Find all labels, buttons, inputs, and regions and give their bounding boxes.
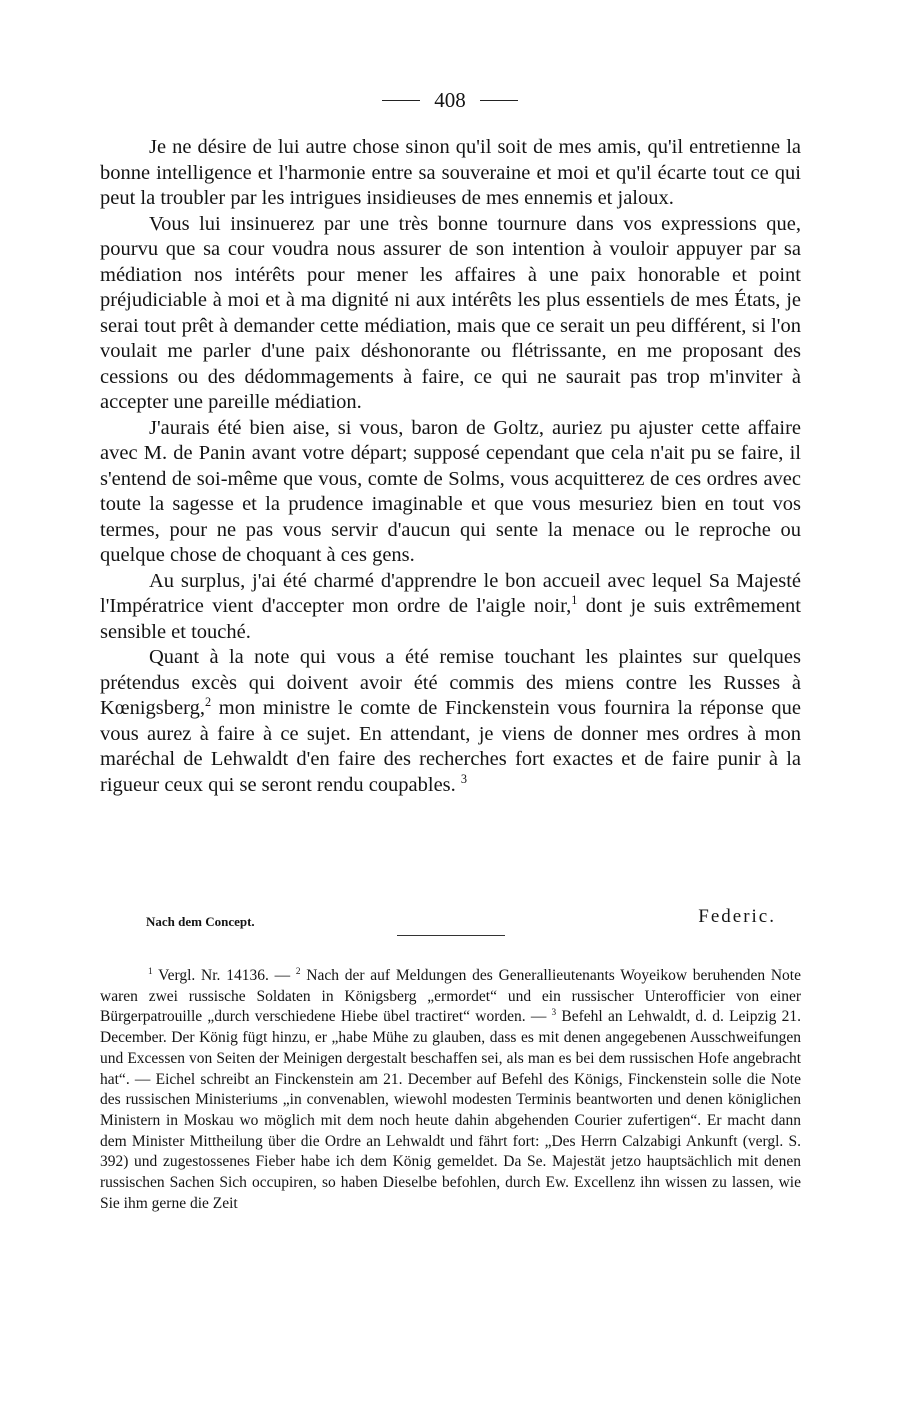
footnote-marker: 3 — [460, 771, 468, 786]
page-header — [0, 88, 900, 113]
body-text — [100, 135, 801, 798]
paragraph: Vous lui insinuerez par une très bonne tournure dans vos expressions que, pourvu que sa cour voudra nous assurer de son intention à vouloir appuyer par sa médiation nos intérêts pour mener les affaires à une paix honorable et point préjudiciable à moi et à ma dignité ni aux intérêts les plus essentiels de mes États, je serai tout prêt à demander cette médiation, mais que ce serait un peu différent, si l'on voulait me parler d'une paix déshonorante ou flétrissante, en me proposant des cessions ou des dédommagements à faire, ce qui ne saurait pas trop m'inviter à accepter une pareille médiation. — [100, 212, 801, 413]
footnote-marker: 2 — [204, 695, 212, 710]
footnote-marker: 1 — [148, 966, 153, 977]
footnote-2: Nach der auf Meldungen des Generallieutenants Woyeikow beruhenden Note waren zwei russische Soldaten in Königsberg „ermordet“ und ein russischer Unterofficier von einer Bürgerpatrouille „durch verschiedene Hiebe übel tractiret“ worden. — — [100, 967, 801, 1026]
page-number: 408 — [434, 88, 466, 112]
footnote-1: Vergl. Nr. 14136. — — [152, 967, 296, 984]
signature: Federic. — [698, 906, 776, 927]
footnotes — [100, 966, 801, 1214]
paragraph-text: Quant à la note qui vous a été remise touchant les plaintes sur quelques prétendus excès qui doivent avoir été commis des miens contre les Russes à Kœnigsberg, — [100, 646, 801, 719]
paragraph: J'aurais été bien aise, si vous, baron de Goltz, auriez pu ajuster cette affaire avec M. de Panin avant votre départ; supposé cependant que cela n'ait pu se faire, il s'entend de soi-même que vous, comte de Solms, vous acquitterez de ces ordres avec toute la sagesse et la prudence imaginable et que vous mesuriez bien en tout vos termes, pour ne pas vous servir d'aucun qui sente la menace ou le reproche ou quelque chose de choquant à ces gens. — [100, 416, 801, 566]
footnote-marker: 3 — [551, 1008, 557, 1019]
paragraph — [100, 645, 801, 798]
footnote-text — [100, 966, 801, 1214]
header-dash-left — [382, 100, 420, 101]
footnote-marker: 1 — [571, 593, 578, 608]
footnote-separator — [397, 935, 505, 936]
paragraph-text: dont je suis extrêmement sensible et touché. — [100, 595, 801, 643]
source-note: Nach dem Concept. — [146, 914, 255, 929]
paragraph-text: mon ministre le comte de Finckenstein vous fournira la réponse que vous aurez à faire à ce sujet. En attendant, je viens de donner mes ordres à mon maréchal de Lehwaldt d'en faire des recherches fort exactes et de faire punir à la rigueur ceux qui se seront rendu coupables. — [100, 697, 801, 796]
header-dash-right — [480, 100, 518, 101]
footnote-marker: 2 — [295, 966, 301, 977]
paragraph: Je ne désire de lui autre chose sinon qu'il soit de mes amis, qu'il entretienne la bonne intelligence et l'harmonie entre sa souveraine et moi et qu'il écarte tout ce qui peut la troubler par les intrigues insidieuses de mes ennemis et jaloux. — [100, 136, 801, 209]
paragraph — [100, 569, 801, 646]
signature-row — [146, 906, 786, 936]
footnote-3: Befehl an Lehwaldt, d. d. Leipzig 21. December. Der König fügt hinzu, er „habe Mühe zu glauben, dass es mit denen angegebenen Ausschweifungen und Excessen von Seiten der Meinigen dergestalt beschaffen sei, als man es bei dem russischen Hofe angebracht hat“. — Eichel schreibt an Finckenstein am 21. December auf Befehl des Königs, Finckenstein solle die Note des russischen Ministeriums „in convenablen, wiewohl modesten Terminis beantworten und denen königlichen Ministern in Moskau wo möglich mit dem noch heute dahin abgehenden Courier zufertigen“. Er macht dann dem Minister Mittheilung über die Ordre an Lehwaldt und fährt fort: „Des Herrn Calzabigi Ankunft (vergl. S. 392) und zugestossenes Fieber habe ich dem König gemeldet. Da Se. Majestät jetzo hauptsächlich mit denen russischen Sachen Sich occupiren, so haben Dieselbe befohlen, durch Ew. Excellenz ihn wissen zu lassen, wie Sie ihm gerne die Zeit — [100, 1008, 801, 1212]
paragraph-text: Au surplus, j'ai été charmé d'apprendre le bon accueil avec lequel Sa Majesté l'Impératrice vient d'accepter mon ordre de l'aigle noir, — [100, 569, 801, 617]
